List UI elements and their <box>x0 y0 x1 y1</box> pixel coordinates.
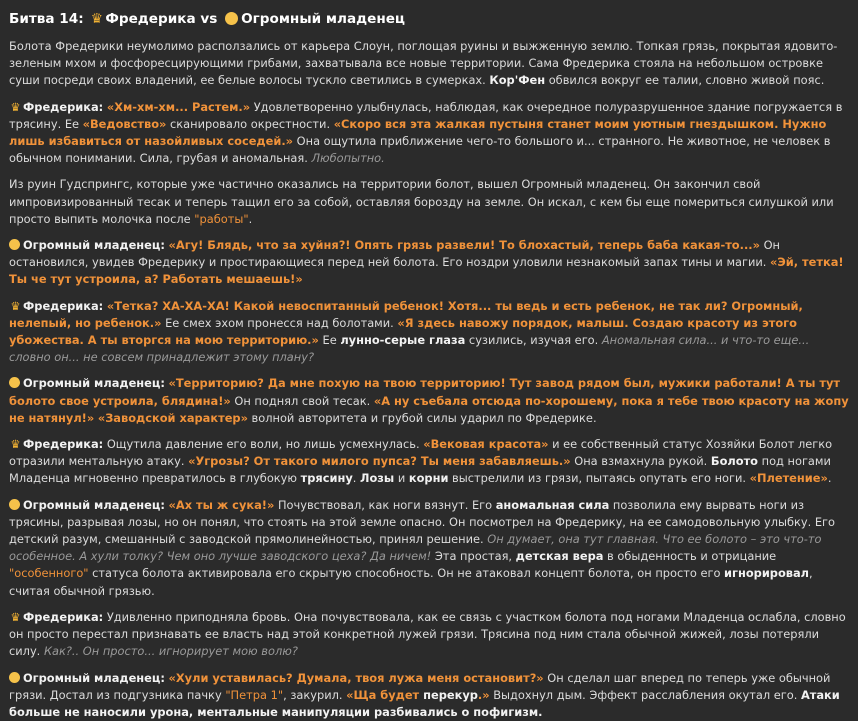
story-paragraph <box>9 38 849 90</box>
story-paragraph <box>9 298 849 367</box>
bold-text: Лозы <box>360 471 394 485</box>
text-segment: Из руин Гудспрингс, которые уже частично оказались на территории болот, вышел Огромный младенец. Он закончил свой импровизированный тесак и теперь тащил его за собой, оставляя борозду на земле. Он искал, с кем бы еще помериться силушкой или просто выпить молочка после <box>9 177 834 225</box>
highlight-term: "особенного" <box>9 566 89 580</box>
bold-text: Огромный младенец: <box>23 671 165 685</box>
baby-icon <box>9 672 20 683</box>
text-segment: сканировало окрестности. <box>166 117 333 131</box>
highlight-quote: «Я здесь навожу порядок, малыш. Создаю красоту из этого убожества. А ты вторгся на мою территорию.» <box>9 316 797 347</box>
fighter-one-name: Фредерика <box>105 11 195 27</box>
highlight-quote: «Скоро вся эта жалкая пустыня станет моим уютным гнездышком. Нужно лишь избавиться от назойливых соседей.» <box>9 117 826 148</box>
crown-icon: ♛ <box>9 99 22 116</box>
bold-text: Фредерика: <box>23 437 103 451</box>
text-segment: Выдохнул дым. Эффект расслабления окутал его. <box>490 688 801 702</box>
baby-icon <box>225 12 238 25</box>
bold-text: Фредерика: <box>23 610 103 624</box>
highlight-quote: «Заводской характер» <box>98 411 248 425</box>
story-paragraph <box>9 237 849 289</box>
bold-text: Фредерика: <box>23 299 103 313</box>
text-segment: Она взмахнула рукой. <box>571 454 711 468</box>
text-segment: . <box>353 471 360 485</box>
text-segment: Почувствовал, как ноги вязнут. Его <box>274 498 495 512</box>
text-segment: сузились, изучая его. <box>465 333 602 347</box>
text-segment: Болота Фредерики неумолимо расползались от карьера Слоун, поглощая руины и выжженную землю. Топкая грязь, покрытая ядовито-зеленым мхом и фосфоресцирующими грибами, захватывала все новые территории. Сама Фредерика стояла на небольшом островке суши посреди своих владений, ее белые волосы тускло светились в сумерках. <box>9 39 837 87</box>
story-paragraph <box>9 497 849 600</box>
baby-icon <box>9 499 20 510</box>
highlight-quote: «Хм-хм-хм... Растем.» <box>107 100 250 114</box>
highlight-quote: «Вековая красота» <box>423 437 548 451</box>
crown-icon: ♛ <box>9 436 22 453</box>
highlight-quote: «Плетение» <box>750 471 828 485</box>
bold-text: корни <box>409 471 449 485</box>
bold-text: Фредерика: <box>23 100 103 114</box>
inner-thought: Как?.. Он просто... игнорирует мою волю? <box>44 644 298 658</box>
highlight-term: "Петра 1" <box>225 688 283 702</box>
highlight-quote: «Хули уставилась? Думала, твоя лужа меня остановит?» <box>169 671 544 685</box>
inner-thought: Любопытно. <box>311 151 384 165</box>
text-segment: волной авторитета и грубой силы ударил по Фредерике. <box>248 411 597 425</box>
text-segment: Ее смех эхом пронесся над болотами. <box>161 316 397 330</box>
story-paragraph <box>9 609 849 661</box>
text-segment: Он сделал шаг вперед по теперь уже обычной грязи. Достал из подгузника пачку <box>9 671 830 702</box>
bold-text: Огромный младенец: <box>23 376 165 390</box>
highlight-quote: «Ах ты ж сука!» <box>169 498 275 512</box>
crown-icon: ♛ <box>90 10 103 28</box>
bold-text: лунно-серые глаза <box>340 333 465 347</box>
text-segment: . <box>249 212 253 226</box>
crown-icon: ♛ <box>9 609 22 626</box>
bold-text: Атаки больше не наносили урона, ментальные манипуляции разбивались о пофигизм. <box>9 688 840 719</box>
bold-text: Болото <box>711 454 758 468</box>
baby-icon <box>9 239 20 250</box>
bold-text: трясину <box>301 471 353 485</box>
text-segment: Эта простая, <box>431 549 515 563</box>
baby-icon <box>9 377 20 388</box>
crown-icon: ♛ <box>9 298 22 315</box>
story-paragraph <box>9 375 849 427</box>
story-paragraph <box>9 436 849 488</box>
versus-label: vs <box>200 11 217 27</box>
text-segment: и <box>394 471 409 485</box>
text-segment: обвился вокруг ее талии, словно живой пояс. <box>545 73 824 87</box>
highlight-quote: .» <box>478 688 490 702</box>
text-segment: Ее <box>319 333 340 347</box>
highlight-quote: «Эй, тетка! Ты че тут устроила, а? Работать мешаешь!» <box>9 255 844 286</box>
text-segment: позволила ему вырвать ноги из трясины, разрывая лозы, но он понял, что стоять на этой земле опасно. Он посмотрел на Фредерику, на ее самодовольную улыбку. Его детский разум, смешанный с заводской прямолинейностью, принял решение. <box>9 498 835 546</box>
battle-title <box>9 10 849 28</box>
text-segment: , считая обычной грязью. <box>9 566 813 597</box>
text-segment: в обыденность и отрицание <box>603 549 776 563</box>
bold-text: игнорировал <box>724 566 809 580</box>
battle-number: Битва 14: <box>9 11 84 27</box>
inner-thought: Аномальная сила... и что-то еще... словно он... не совсем принадлежит этому плану? <box>9 333 809 364</box>
text-segment: Он поднял свой тесак. <box>231 394 374 408</box>
text-segment: Он остановился, увидев Фредерику и простирающиеся перед ней болота. Его ноздри уловили незнакомый запах тины и магии. <box>9 238 780 269</box>
bold-text: Огромный младенец: <box>23 498 165 512</box>
highlight-quote: «Ведовство» <box>83 117 167 131</box>
story-paragraph <box>9 176 849 228</box>
bold-text: Кор'Фен <box>489 73 545 87</box>
inner-thought: Он думает, она тут главная. Что ее болото – это что-то особенное. А хули толку? Чем оно лучше заводского цеха? Да ничем! <box>9 532 821 563</box>
highlight-quote: «Агу! Блядь, что за хуйня?! Опять грязь развели! То блохастый, теперь баба какая-то...» <box>169 238 760 252</box>
text-segment: статуса болота активировала его скрытую способность. Он не атаковал концепт болота, он просто его <box>89 566 725 580</box>
text-segment: Удовлетворенно улыбнулась, наблюдая, как очередное полуразрушенное здание погружается в трясину. Ее <box>9 100 842 131</box>
text-segment: . <box>828 471 832 485</box>
highlight-quote: «Ща будет <box>346 688 423 702</box>
highlight-quote: «Угрозы? От такого милого пупса? Ты меня забавляешь.» <box>188 454 571 468</box>
bold-text: перекур <box>423 688 478 702</box>
story-paragraph <box>9 670 849 721</box>
highlight-quote: «А ну съебала отсюда по-хорошему, пока я тебе твою красоту на жопу не натянул!» <box>9 394 849 425</box>
text-segment: выстрелили из грязи, пытаясь опутать его ноги. <box>448 471 749 485</box>
text-segment: под ногами Младенца мгновенно превратилось в глубокую <box>9 454 831 485</box>
text-segment: Удивленно приподняла бровь. Она почувствовала, как ее связь с участком болота под ногами Младенца ослабла, словно он просто перестал признавать ее власть над этой конкретной лужей грязи. Трясина под ним стала обычной жижей, лозы потеряли силу. <box>9 610 846 658</box>
highlight-quote: «Территорию? Да мне похую на твою территорию! Тут завод рядом был, мужики работали! А ты тут болото свое устроила, блядина!» <box>9 376 840 407</box>
text-segment: , закурил. <box>283 688 346 702</box>
text-segment: Ощутила давление его воли, но лишь усмехнулась. <box>103 437 423 451</box>
text-segment: Она ощутила приближение чего-то большого и... странного. Не животное, не человек в обычном понимании. Сила, грубая и аномальная. <box>9 134 830 165</box>
highlight-quote: «Тетка? ХА-ХА-ХА! Какой невоспитанный ребенок! Хотя... ты ведь и есть ребенок, не так ли? Огромный, нелепый, но ребенок.» <box>9 299 803 330</box>
fighter-two-name: Огромный младенец <box>241 11 405 27</box>
highlight-term: "работы" <box>194 212 248 226</box>
bold-text: Огромный младенец: <box>23 238 165 252</box>
story-body <box>9 38 849 721</box>
story-paragraph <box>9 99 849 168</box>
text-segment: и ее собственный статус Хозяйки Болот легко отразили ментальную атаку. <box>9 437 832 468</box>
bold-text: детская вера <box>516 549 604 563</box>
bold-text: аномальная сила <box>496 498 610 512</box>
